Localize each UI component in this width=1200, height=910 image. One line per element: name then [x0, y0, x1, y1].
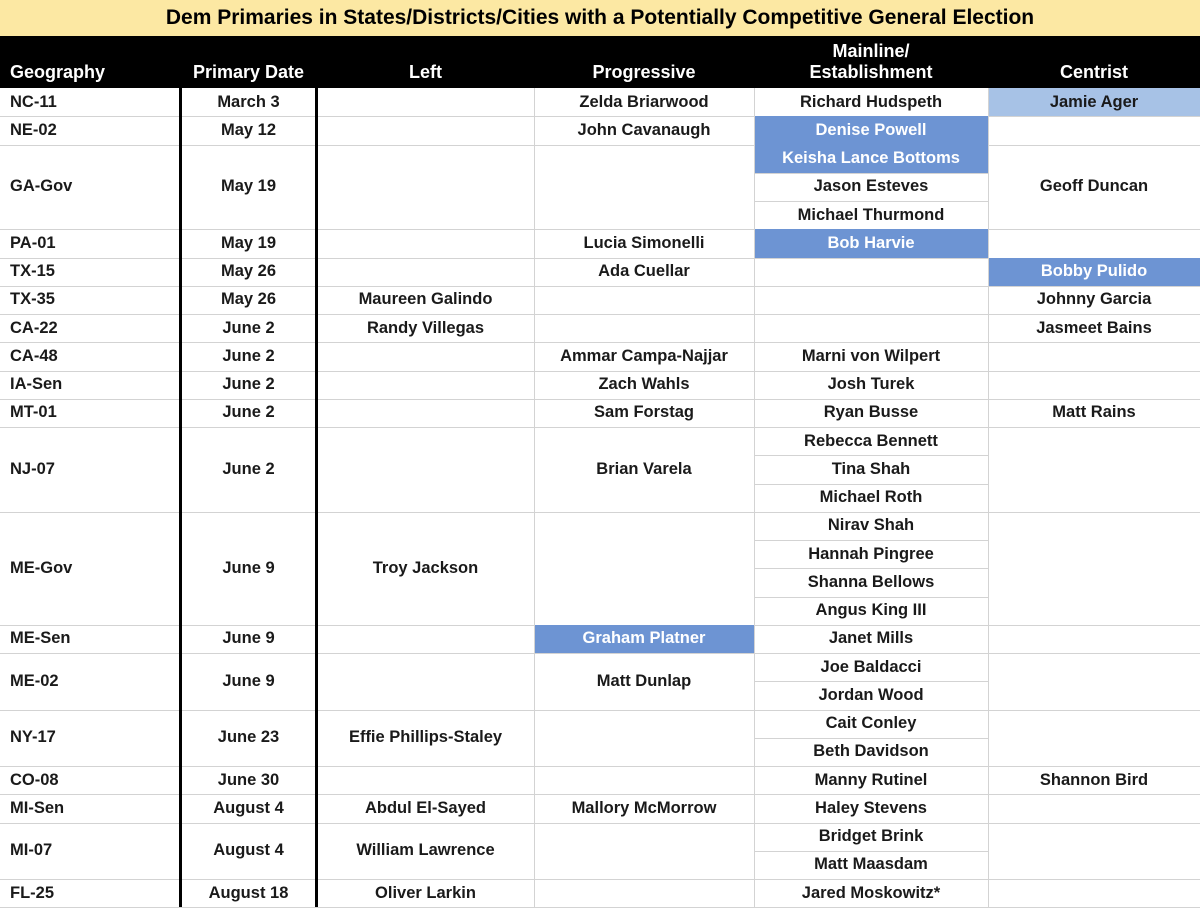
cell-mainline-candidate: Ryan Busse: [823, 403, 919, 422]
cell-geography: MI-Sen: [10, 798, 65, 817]
cell-geography: CA-22: [10, 318, 58, 337]
cell-divider: [754, 597, 988, 598]
cell-mainline-candidate: Rebecca Bennett: [804, 431, 938, 450]
cell-mainline-candidate: Hannah Pingree: [808, 544, 934, 563]
cell-geography: TX-15: [10, 262, 55, 281]
cell-mainline-candidate: Denise Powell: [754, 116, 988, 144]
cell-mainline-candidate: Bridget Brink: [818, 827, 924, 846]
cell-geography: TX-35: [10, 290, 55, 309]
cell-centrist-candidate: Matt Rains: [1052, 403, 1136, 422]
cell-left-candidate: Effie Phillips-Staley: [348, 728, 503, 747]
cell-left-candidate: Troy Jackson: [372, 558, 479, 577]
cell-geography: ME-Gov: [10, 558, 73, 577]
cell-primary-date: May 26: [220, 290, 277, 309]
cell-geography: NE-02: [10, 120, 57, 139]
cell-centrist-candidate: Shannon Bird: [1039, 770, 1149, 789]
header-primary-date: Primary Date: [192, 62, 305, 82]
cell-mainline-candidate: Jason Esteves: [813, 177, 929, 196]
cell-centrist-candidate: Bobby Pulido: [988, 258, 1200, 286]
cell-primary-date: June 2: [222, 403, 275, 422]
header-geography: Geography: [10, 62, 106, 82]
cell-mainline-candidate: Jordan Wood: [818, 685, 924, 704]
column-divider: [988, 88, 989, 907]
date-column-border: [179, 88, 182, 907]
cell-progressive-candidate: Matt Dunlap: [596, 671, 692, 690]
row-divider: [0, 907, 1200, 908]
header-mainline-line1: Mainline/: [832, 41, 910, 61]
cell-geography: FL-25: [10, 883, 55, 902]
cell-geography: ME-02: [10, 671, 59, 690]
cell-mainline-candidate: Tina Shah: [831, 459, 911, 478]
cell-divider: [754, 455, 988, 456]
column-divider: [754, 88, 755, 907]
cell-geography: MT-01: [10, 403, 57, 422]
cell-mainline-candidate: Keisha Lance Bottoms: [754, 145, 988, 173]
cell-geography: CO-08: [10, 770, 59, 789]
cell-primary-date: June 23: [217, 728, 280, 747]
sheet-title: Dem Primaries in States/Districts/Cities with a Potentially Competitive General Election: [0, 0, 1200, 37]
header-mainline: [754, 36, 988, 88]
cell-geography: MI-07: [10, 841, 53, 860]
cell-geography: NJ-07: [10, 459, 55, 478]
cell-centrist-candidate: Jasmeet Bains: [1036, 318, 1152, 337]
cell-progressive-candidate: Brian Varela: [596, 459, 692, 478]
cell-primary-date: August 18: [208, 883, 289, 902]
cell-mainline-candidate: Richard Hudspeth: [799, 92, 943, 111]
cell-progressive-candidate: Ammar Campa-Najjar: [560, 346, 728, 365]
cell-mainline-candidate: Michael Roth: [819, 488, 923, 507]
cell-primary-date: June 30: [217, 770, 280, 789]
cell-mainline-candidate: Cait Conley: [825, 714, 917, 733]
cell-mainline-candidate: Josh Turek: [827, 375, 915, 394]
cell-primary-date: June 2: [222, 375, 275, 394]
cell-mainline-candidate: Jared Moskowitz*: [801, 883, 941, 902]
cell-left-candidate: Oliver Larkin: [375, 883, 476, 902]
cell-mainline-candidate: Manny Rutinel: [814, 770, 928, 789]
cell-centrist-candidate: Geoff Duncan: [1039, 177, 1149, 196]
cell-geography: NY-17: [10, 728, 56, 747]
cell-mainline-candidate: Beth Davidson: [813, 742, 929, 761]
cell-primary-date: June 2: [222, 459, 275, 478]
cell-primary-date: May 12: [220, 120, 277, 139]
cell-primary-date: June 9: [222, 558, 275, 577]
header-progressive: Progressive: [592, 62, 696, 82]
cell-divider: [754, 484, 988, 485]
cell-progressive-candidate: Ada Cuellar: [598, 262, 690, 281]
cell-primary-date: June 9: [222, 629, 275, 648]
header-left: Left: [409, 62, 442, 82]
cell-geography: ME-Sen: [10, 629, 71, 648]
cell-mainline-candidate: Shanna Bellows: [807, 572, 935, 591]
cell-divider: [754, 851, 988, 852]
cell-divider: [754, 201, 988, 202]
cell-mainline-candidate: Michael Thurmond: [797, 205, 945, 224]
cell-progressive-candidate: Mallory McMorrow: [571, 798, 717, 817]
cell-geography: GA-Gov: [10, 177, 73, 196]
cell-divider: [754, 568, 988, 569]
cell-primary-date: June 2: [222, 346, 275, 365]
cell-primary-date: June 2: [222, 318, 275, 337]
date-column-border: [315, 88, 318, 907]
header-centrist: Centrist: [1059, 62, 1128, 82]
cell-mainline-candidate: Marni von Wilpert: [801, 346, 941, 365]
cell-primary-date: August 4: [213, 798, 284, 817]
cell-left-candidate: Maureen Galindo: [358, 290, 493, 309]
cell-mainline-candidate: Angus King III: [815, 601, 927, 620]
cell-divider: [754, 540, 988, 541]
cell-primary-date: May 19: [220, 177, 277, 196]
cell-progressive-candidate: John Cavanaugh: [577, 120, 711, 139]
cell-primary-date: May 19: [220, 233, 277, 252]
cell-geography: CA-48: [10, 346, 58, 365]
cell-divider: [754, 738, 988, 739]
cell-primary-date: August 4: [213, 841, 284, 860]
cell-geography: PA-01: [10, 233, 56, 252]
cell-mainline-candidate: Joe Baldacci: [820, 657, 922, 676]
cell-left-candidate: Randy Villegas: [366, 318, 485, 337]
cell-left-candidate: William Lawrence: [356, 841, 495, 860]
cell-mainline-candidate: Haley Stevens: [815, 798, 927, 817]
cell-centrist-candidate: Jamie Ager: [988, 88, 1200, 116]
cell-mainline-candidate: Nirav Shah: [827, 516, 915, 535]
cell-geography: NC-11: [10, 92, 57, 111]
cell-progressive-candidate: Zach Wahls: [598, 375, 690, 394]
cell-mainline-candidate: Matt Maasdam: [814, 855, 928, 874]
cell-divider: [754, 173, 988, 174]
cell-progressive-candidate: Zelda Briarwood: [579, 92, 709, 111]
cell-divider: [754, 681, 988, 682]
cell-centrist-candidate: Johnny Garcia: [1036, 290, 1152, 309]
cell-progressive-candidate: Sam Forstag: [594, 403, 694, 422]
header-mainline-line2: Establishment: [809, 62, 933, 82]
cell-mainline-candidate: Bob Harvie: [754, 229, 988, 257]
cell-mainline-candidate: Janet Mills: [828, 629, 914, 648]
cell-primary-date: June 9: [222, 671, 275, 690]
cell-geography: IA-Sen: [10, 375, 63, 394]
cell-primary-date: May 26: [220, 262, 277, 281]
cell-left-candidate: Abdul El-Sayed: [364, 798, 487, 817]
cell-primary-date: March 3: [217, 92, 280, 111]
cell-progressive-candidate: Lucia Simonelli: [583, 233, 705, 252]
cell-progressive-candidate: Graham Platner: [534, 625, 754, 653]
column-divider: [534, 88, 535, 907]
